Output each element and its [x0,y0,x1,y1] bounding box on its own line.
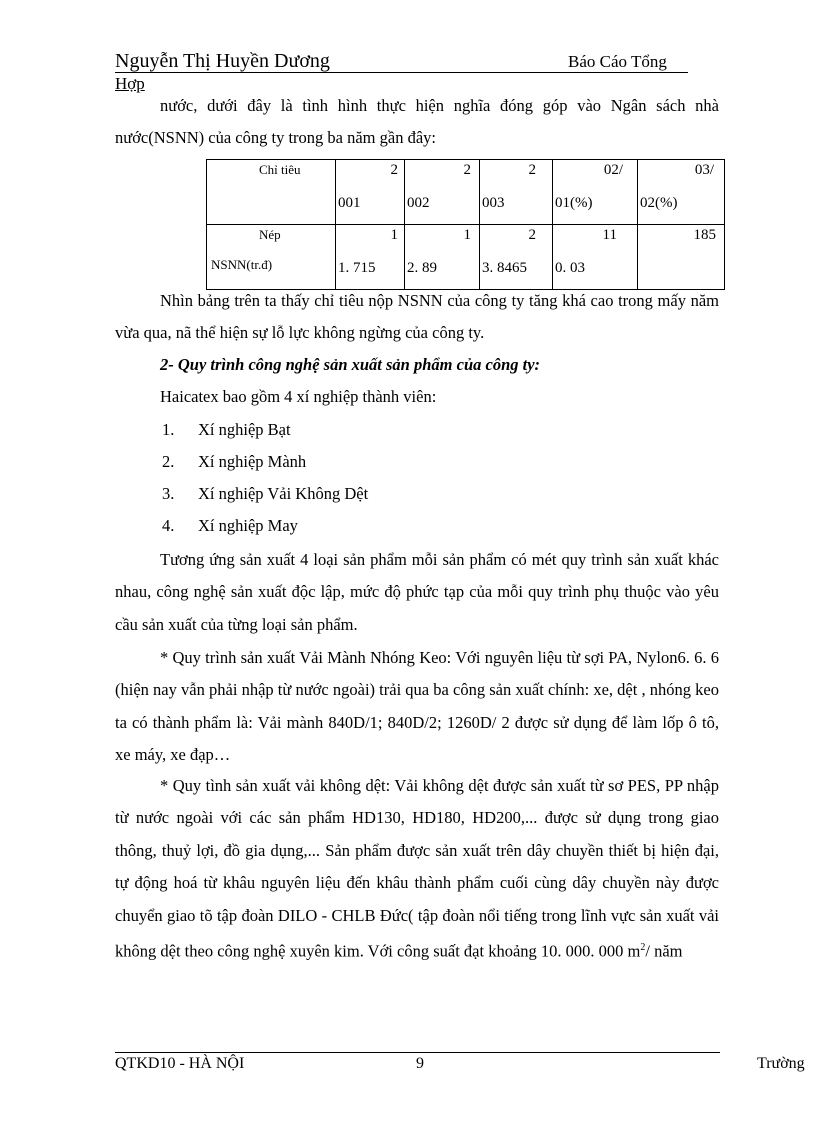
footer-left: QTKD10 - HÀ NỘI [115,1055,245,1072]
footer-right: Trường [757,1055,805,1072]
table-row-c2 [405,225,479,289]
table-header-c3 [480,160,552,224]
table-cell-text: 1. 715 [338,260,376,276]
table-cell-text: 02/ [603,162,623,178]
table-header-label-text: Chỉ tiêu [259,162,301,177]
table-cell-text: 2 [528,162,536,178]
list-item-number: 2. [162,452,175,471]
list-item-number: 4. [162,516,175,535]
table-header-c5 [638,160,724,224]
table-cell-text: 11 [602,227,617,243]
list-item: Xí nghiệp Bạt [198,420,291,439]
footer-rule [115,1052,720,1053]
table-cell-text: 2 [390,162,398,178]
table-cell-text: 02(%) [640,195,678,211]
table-cell-text: Nép [259,227,281,242]
table-row-c4 [553,225,637,289]
list-item: Xí nghiệp Mành [198,452,307,471]
nonwoven-paragraph [115,770,719,968]
table-cell-text: 01(%) [555,195,593,211]
table-cell-text: 1 [463,227,471,243]
table-cell-text: 001 [338,195,361,211]
table-row [207,225,725,290]
table-header-c4 [553,160,637,224]
list-item: Xí nghiệp Vải Không Dệt [198,484,369,503]
intro-paragraph: nước, dưới đây là tình hình thực hiện nghĩa đóng góp vào Ngân sách nhà nước(NSNN) của công ty trong ba năm gần đây: [115,96,719,148]
table-cell-text: 003 [482,195,505,211]
table-cell-text: 2. 89 [407,260,437,276]
table-header-c2 [405,160,479,224]
table-header-label [207,160,335,224]
section-heading: 2- Quy trình công nghệ sản xuất sản phẩm của công ty: [160,355,541,374]
capacity-unit: / năm [645,941,683,961]
after-table-paragraph: Nhìn bảng trên ta thấy chỉ tiêu nộp NSNN của công ty tăng khá cao trong mấy năm vừa qua, nã thể hiện sự lỗ lực không ngừng của công ty. [115,291,719,343]
table-cell-text: 185 [693,227,716,243]
header-report-title-cont: Hợp [115,74,145,93]
list-item: Xí nghiệp May [198,516,298,535]
table-cell-text: 002 [407,195,430,211]
table-cell-text: 03/ [694,162,714,178]
table-row-label [207,225,335,289]
table-cell-text: 2 [528,227,536,243]
header-report-title: Báo Cáo Tổng [568,52,667,71]
table-row-c1 [336,225,404,289]
table-header-c1 [336,160,404,224]
table-cell-text: 0. 03 [555,260,585,276]
nonwoven-text: * Quy tình sản xuất vải không dệt: Vải không dệt được sản xuất từ sơ PES, PP nhập từ nước ngoài với các sản phẩm HD130, HD180, HD200,... được sử dụng trong giao thông, thuỷ lợi, đồ gia dụng,... Sản phẩm được sản xuất trên dây chuyền thiết bị hiện đại, tự động hoá từ khâu nguyên liệu đến khâu thành phẩm cuối cùng dây chuyền này được chuyển giao tõ tập đoàn DILO - CHLB Đức( tập đoàn nổi tiếng trong lĩnh vực sản xuất vải không dệt theo công nghệ xuyên kim. Với công suất đạt khoảng 10. 000. 000 m [115,776,719,961]
table-header-row [207,160,725,225]
list-item-number: 1. [162,420,175,439]
members-intro: Haicatex bao gồm 4 xí nghiệp thành viên: [160,387,437,406]
table-row-c3 [480,225,552,289]
table-cell-text: 1 [390,227,398,243]
header-author: Nguyễn Thị Huyền Dương [115,50,330,72]
products-paragraph: Tương ứng sản xuất 4 loại sản phẩm mỗi sản phẩm có mét quy trình sản xuất khác nhau, công nghệ sản xuất độc lập, mức độ phức tạp của mỗi quy trình phụ thuộc vào yêu cầu sản xuất của từng loại sản phẩm. [115,550,719,634]
table-cell-text: 2 [463,162,471,178]
list-item-number: 3. [162,484,175,503]
page-number: 9 [416,1055,424,1072]
header-rule [115,72,688,73]
table-row-c5 [638,225,724,289]
nsnn-table [206,159,725,290]
table-cell-text: NSNN(tr.đ) [211,257,273,272]
table-cell-text: 3. 8465 [482,260,527,276]
tire-cord-paragraph: * Quy trình sản xuất Vải Mành Nhóng Keo: Với nguyên liệu từ sợi PA, Nylon6. 6. 6 (hiện nay vẫn phải nhập từ nước ngoài) trải qua ba công sản xuất chính: xe, dệt , nhóng keo ta có thành phẩm là: Vải mành 840D/1; 840D/2; 1260D/ 2 được sử dụng để làm lốp ô tô, xe máy, xe đạp… [115,648,719,765]
capacity-superscript: 2 [640,942,646,954]
